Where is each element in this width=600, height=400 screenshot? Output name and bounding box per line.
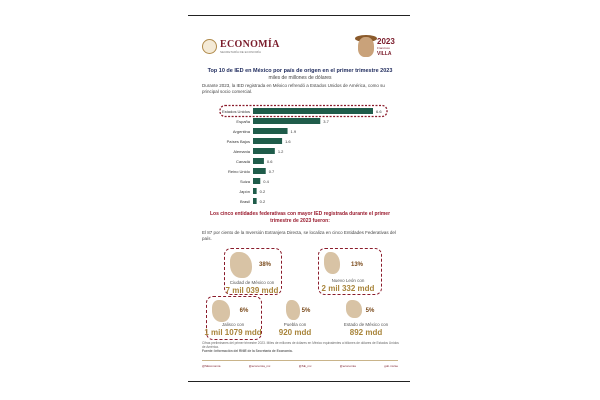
bar-category-label: Brasil <box>239 199 250 204</box>
national-seal-icon <box>202 39 217 54</box>
bar <box>253 158 264 164</box>
footnotes <box>202 341 402 354</box>
bar-category-label: Suiza <box>239 179 250 184</box>
bar <box>253 168 266 174</box>
social-instagram-link[interactable]: @economia <box>339 364 356 368</box>
state-label: Puebla con <box>283 322 307 327</box>
bar <box>253 128 288 134</box>
state-percentage: 5% <box>301 308 311 314</box>
year-label: 2023 <box>377 37 395 46</box>
state-amount: 920 mdd <box>278 328 312 337</box>
bar-category-label: Alemania <box>233 149 250 154</box>
bar <box>253 118 320 124</box>
brand-name: ECONOMÍA <box>220 38 280 50</box>
infographic-page <box>190 20 410 380</box>
nuevo-leon-map-icon <box>324 252 340 274</box>
state-amount: 7 mil 039 mdd <box>225 286 279 295</box>
villa-label: VILLA <box>377 51 392 57</box>
social-youtube-link[interactable]: @SE_mx <box>298 364 312 368</box>
social-facebook-link[interactable]: @SEconomia <box>202 364 221 368</box>
intro-paragraph: Durante 2023, la IED registrada en México refrendó a Estados Unidos de América, como su principal socio comercial. <box>202 83 385 94</box>
states-heading: Los cinco entidades federativas con mayor IED registrada durante el primer trimestre de 2023 fueron: <box>209 211 391 224</box>
state-percentage: 6% <box>239 308 249 314</box>
bar <box>253 178 260 184</box>
footer-divider <box>202 360 398 361</box>
edomex-map-icon <box>346 300 362 318</box>
state-percentage: 5% <box>365 308 375 314</box>
bar <box>253 188 257 194</box>
website-link[interactable]: gob.mx/se <box>384 364 398 368</box>
brand-subtitle: SECRETARÍA DE ECONOMÍA <box>220 49 261 54</box>
bar-value-label: 1.9 <box>290 129 297 134</box>
state-label: Estado de México con <box>343 322 389 327</box>
bar-value-label: 3.7 <box>323 119 329 124</box>
bar-value-label: 1.2 <box>277 149 284 154</box>
states-paragraph: El 87 por ciento de la Inversión Extranjera Directa, se localiza en cinco Entidades Federativas del país. <box>202 230 396 241</box>
bar <box>253 108 373 114</box>
social-twitter-link[interactable]: @economia_mx <box>248 364 271 368</box>
state-label: Nuevo León con <box>331 278 365 283</box>
bar-value-label: 0.6 <box>266 159 273 164</box>
state-amount: 1 mil 1079 mdd <box>204 328 262 337</box>
bar-category-label: Canadá <box>235 159 250 164</box>
infographic-subtitle: miles de millones de dólares <box>268 75 332 81</box>
bar-value-label: 0.2 <box>259 199 266 204</box>
bar-value-label: 0.7 <box>268 169 275 174</box>
footnote-source: Fuente: Información del RNIE de la Secretaría de Economía. <box>202 349 293 354</box>
bar <box>253 148 275 154</box>
bar <box>253 138 282 144</box>
ied-bar-chart <box>190 104 410 209</box>
footnote-text: Cifras preliminares del primer trimestre 2023. Miles de millones de dólares en México equivalentes a billones de dólares de Estados Unidos de América. <box>202 341 399 350</box>
bar-category-label: Estados Unidos <box>221 109 250 114</box>
bar-value-label: 1.6 <box>285 139 291 144</box>
bar-category-label: Japón <box>239 189 250 194</box>
bar-category-label: Argentina <box>232 129 250 134</box>
bar <box>253 198 257 204</box>
cdmx-map-icon <box>230 252 252 278</box>
bottom-rule <box>188 381 410 382</box>
bar-category-label: Reino Unido <box>227 169 250 174</box>
bar-category-label: España <box>236 119 250 124</box>
economia-logo <box>202 39 280 54</box>
top-rule <box>188 15 410 16</box>
year-logo <box>358 37 404 59</box>
infographic-title: Top 10 de IED en México por país de origen en el primer trimestre 2023 <box>207 68 393 74</box>
state-label: Jalisco con <box>221 322 245 327</box>
jalisco-map-icon <box>212 300 230 322</box>
year-sub-label: Francisco <box>377 46 391 50</box>
state-percentage: 13% <box>350 262 363 268</box>
social-bar <box>202 364 398 368</box>
bar-value-label: 0.2 <box>259 189 266 194</box>
state-amount: 2 mil 332 mdd <box>321 284 375 293</box>
bar-category-label: Países Bajos <box>226 139 250 144</box>
bar-value-label: 6.6 <box>376 109 382 114</box>
state-label: Ciudad de México con <box>229 280 275 285</box>
state-percentage: 38% <box>258 262 271 268</box>
bar-value-label: 0.4 <box>263 179 269 184</box>
state-amount: 892 mdd <box>349 328 383 337</box>
villa-portrait-icon <box>358 37 374 57</box>
